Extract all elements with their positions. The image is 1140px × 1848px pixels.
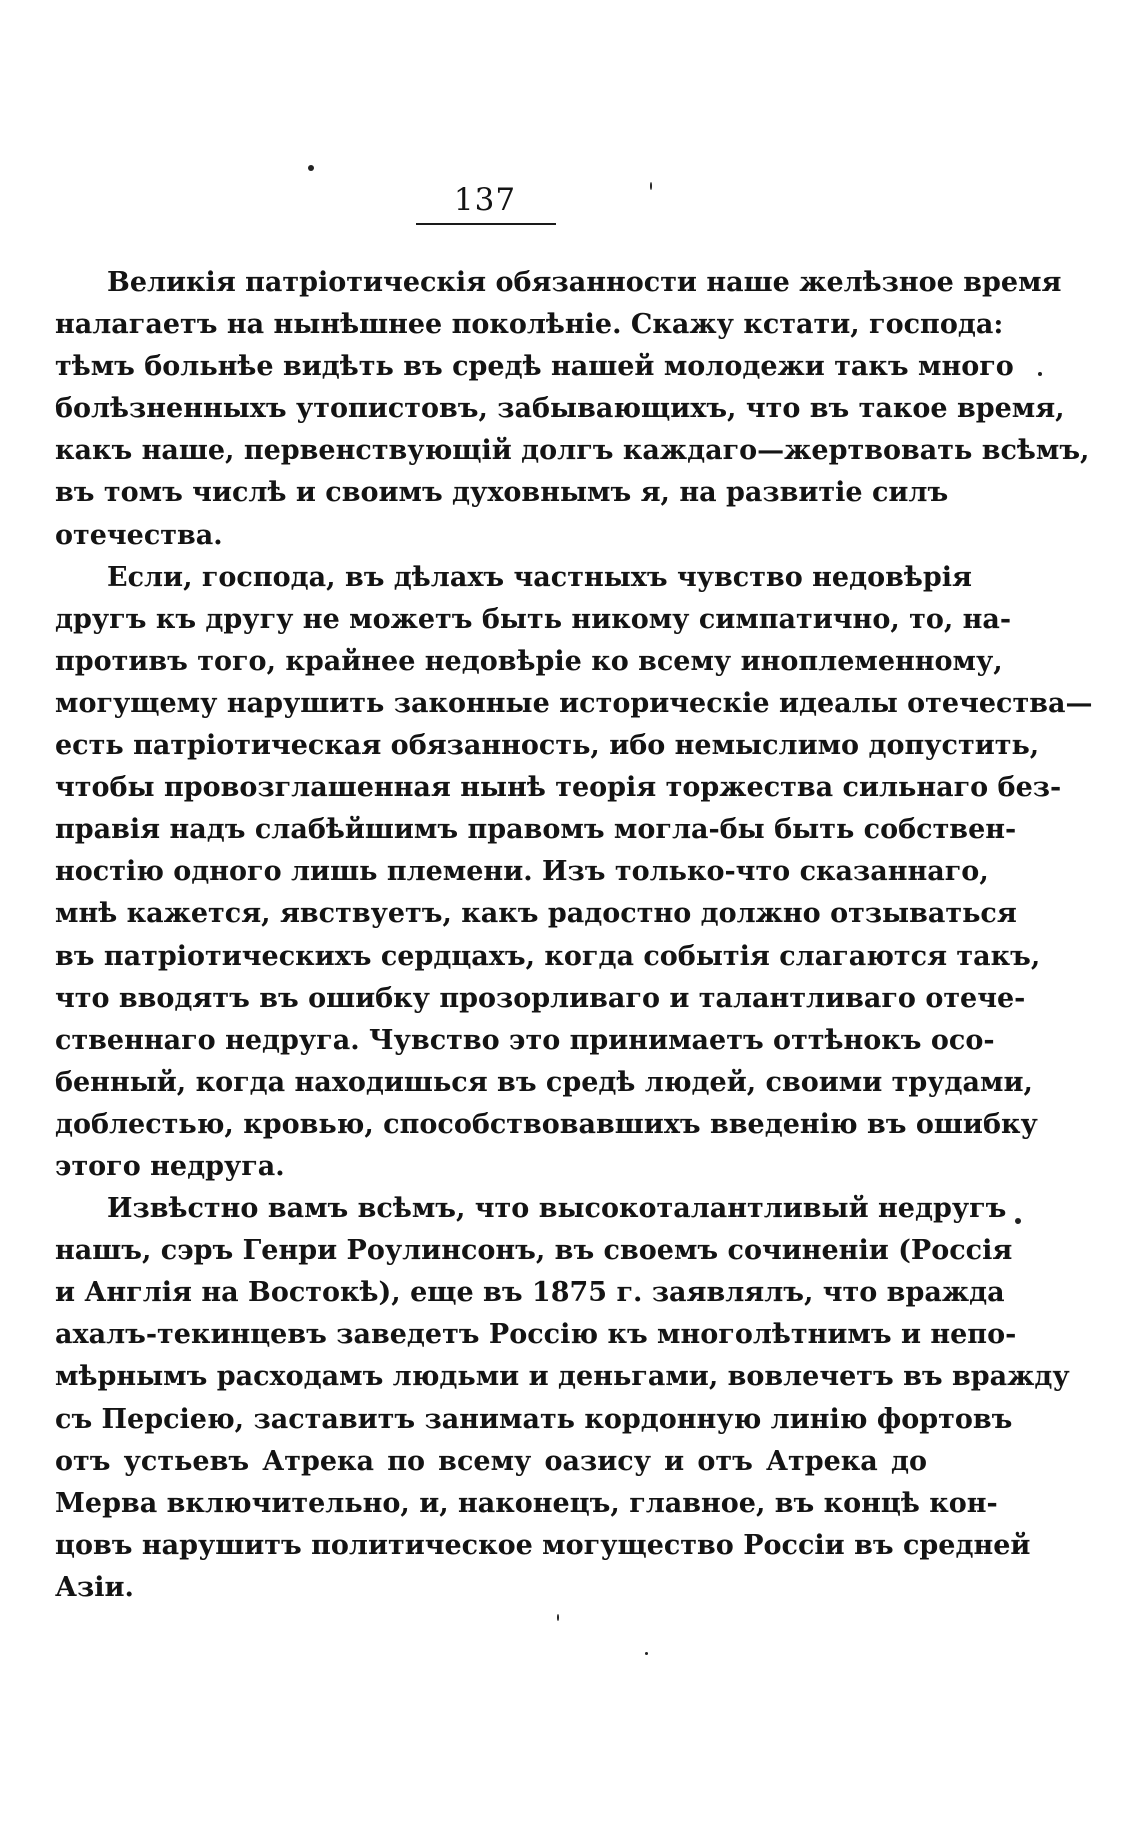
text-line: и Англія на Востокѣ), еще въ 1875 г. заявлялъ, что вражда: [55, 1277, 1005, 1309]
text-line: Мерва включительно, и, наконецъ, главное, въ концѣ кон-: [55, 1487, 998, 1519]
text-line: противъ того, крайнее недовѣріе ко всему иноплеменному,: [55, 645, 1003, 677]
text-line: другъ къ другу не можетъ быть никому симпатично, то, на-: [55, 603, 1012, 635]
text-line: что вводятъ въ ошибку прозорливаго и талантливаго отече-: [55, 982, 1026, 1014]
text-line: Азіи.: [55, 1571, 134, 1603]
text-line: отъ устьевъ Атрека по всему оазису и отъ Атрека до: [55, 1445, 927, 1477]
text-line: бенный, когда находишься въ средѣ людей, своими трудами,: [55, 1066, 1033, 1098]
text-line: этого недруга.: [55, 1150, 285, 1182]
text-line: Великія патріотическія обязанности наше желѣзное время: [107, 267, 1062, 298]
text-line: мѣрнымъ расходамъ людьми и деньгами, вовлечетъ въ вражду: [55, 1361, 1070, 1393]
text-line: нашъ, сэръ Генри Роулинсонъ, въ своемъ сочиненіи (Россія: [55, 1235, 1013, 1267]
scan-speck: [308, 165, 314, 171]
scan-speck: [645, 1652, 648, 1655]
text-line: болѣзненныхъ утопистовъ, забывающихъ, что въ такое время,: [55, 393, 1065, 425]
text-line: цовъ нарушитъ политическое могущество Россіи въ средней: [55, 1529, 1031, 1561]
text-line: доблестью, кровью, способствовавшихъ введенію въ ошибку: [55, 1108, 1038, 1140]
scan-speck: [650, 182, 652, 190]
text-line: ахалъ-текинцевъ заведетъ Россію къ многолѣтнимъ и непо-: [55, 1319, 1017, 1351]
text-line: Если, господа, въ дѣлахъ частныхъ чувство недовѣрія: [107, 561, 972, 593]
text-line: ностію одного лишь племени. Изъ только-что сказаннаго,: [55, 856, 989, 888]
text-line: правія надъ слабѣйшимъ правомъ могла-бы быть собствен-: [55, 814, 1017, 846]
text-line: мнѣ кажется, явствуетъ, какъ радостно должно отзываться: [55, 898, 1017, 930]
text-line: могущему нарушить законные историческіе идеалы отечества—: [55, 687, 1093, 719]
text-line: съ Персіею, заставитъ занимать кордонную линію фортовъ: [55, 1403, 1013, 1435]
body-text: [55, 262, 1093, 1609]
scan-speck: [1015, 1218, 1021, 1224]
text-line: ственнаго недруга. Чувство это принимаетъ оттѣнокъ осо-: [55, 1024, 995, 1056]
scan-speck: [1038, 372, 1042, 376]
text-line: тѣмъ больнѣе видѣть въ средѣ нашей молодежи такъ много: [55, 351, 1014, 383]
scan-speck: [557, 1614, 559, 1621]
page-number: 137: [453, 182, 517, 218]
text-line: чтобы провозглашенная нынѣ теорія торжества сильнаго без-: [55, 772, 1062, 804]
text-line: есть патріотическая обязанность, ибо немыслимо допустить,: [55, 730, 1040, 762]
text-line: Извѣстно вамъ всѣмъ, что высокоталантливый недругъ: [107, 1193, 1007, 1225]
text-line: въ томъ числѣ и своимъ духовнымъ я, на развитіе силъ: [55, 477, 949, 509]
text-line: какъ наше, первенствующій долгъ каждаго—жертвовать всѣмъ,: [55, 435, 1090, 467]
text-line: отечества.: [55, 519, 223, 551]
header-rule: [416, 223, 556, 225]
text-line: въ патріотическихъ сердцахъ, когда событія слагаются такъ,: [55, 940, 1041, 972]
text-line: налагаетъ на нынѣшнее поколѣніе. Скажу кстати, господа:: [55, 309, 1004, 341]
